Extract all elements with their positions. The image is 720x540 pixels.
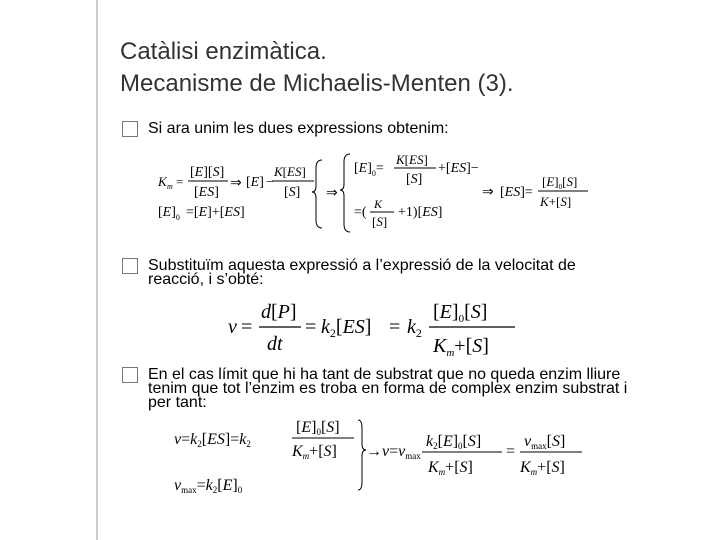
eq3-den1: Km+[S]: [292, 443, 337, 461]
bullet-marker-icon: [122, 258, 138, 274]
eq3-vmax-def: vmax=k2[E]0: [174, 477, 243, 495]
eq1-km: K: [158, 174, 167, 189]
eq2-eq2: =: [305, 316, 317, 338]
slide-title: [120, 36, 680, 100]
eq1-line-a-den: [S]: [406, 172, 423, 187]
title-line-2: Mecanisme de Michaelis-Menten (3).: [120, 70, 514, 97]
eq2-v: v: [228, 316, 237, 338]
eq1-es-num: $[E]_0[S]$: [542, 174, 578, 191]
eq2-den2: $K_m+[S]$: [433, 335, 489, 359]
eq1-line-b-lhs: =(: [354, 205, 367, 220]
eq1-implies-3: ⇒: [482, 185, 494, 200]
eq3-num1: [E]0[S]: [296, 419, 340, 437]
eq2-eq1: =: [241, 316, 253, 338]
eq2-num1: d[P]: [261, 301, 297, 323]
eq1-den2: [S]: [284, 185, 301, 200]
eq1-e0-rhs: =[E]+[ES]: [186, 205, 245, 220]
eq1-minus: −: [266, 174, 274, 189]
eq3-num2: k2[E]0[S]: [426, 433, 482, 451]
eq3-eq: =: [506, 443, 516, 460]
eq1-e0: $[E]_0$: [158, 205, 180, 222]
equation-combined-expressions: [150, 150, 590, 234]
eq1-es-lhs: [ES]=: [500, 185, 533, 200]
eq1-line-a-lhs: $[E]_0=$: [354, 161, 384, 178]
eq3-v-lhs: v=k2[ES]=k2: [174, 431, 251, 449]
eq3-num3: vmax[S]: [524, 433, 566, 451]
eq2-k2: $k_2$: [407, 316, 422, 340]
eq1-implies-2: ⇒: [326, 186, 338, 201]
bullet-2-line-1: Substituïm aquesta expressió a l’expressió de la velocitat de: [148, 257, 576, 274]
eq1-line-b-num: K: [374, 197, 383, 211]
eq1-den: [ES]: [194, 185, 219, 200]
bullet-3-line-2: tenim que tot l’enzim es troba en forma de complex enzim substrat i: [148, 380, 628, 397]
eq1-km-sub: m: [167, 182, 173, 191]
bullet-3-line-1: En el cas límit que hi ha tant de substrat que no queda enzim lliure: [148, 366, 621, 383]
eq2-eq3: =: [389, 316, 401, 338]
title-line-1: Catàlisi enzimàtica.: [120, 38, 327, 65]
eq3-den2: Km+[S]: [428, 459, 473, 477]
eq1-e-term: [E]: [246, 175, 264, 190]
bullet-2-line-2: reacció, i s’obté:: [148, 271, 264, 288]
equation-reaction-velocity: [225, 292, 525, 362]
equation-limit-case: [172, 410, 592, 498]
eq1-brace: [312, 160, 322, 228]
eq1-es-den: K+[S]: [540, 194, 572, 209]
eq1-line-b-den: [S]: [372, 214, 388, 229]
eq1-equals: =: [176, 174, 184, 189]
eq2-num2: $[E]_0[S]$: [433, 301, 488, 325]
bullet-3-line-3: per tant:: [148, 394, 207, 411]
bullet-3-text: [148, 368, 696, 410]
eq2-den1: dt: [267, 333, 283, 355]
eq1-line-a-num: K[ES]: [396, 152, 428, 167]
eq1-implies-1: ⇒: [230, 176, 242, 191]
eq2-k2es: $k_2[ES]$: [321, 316, 372, 340]
bullet-2-text: [148, 259, 696, 287]
slide-left-rule: [96, 0, 98, 540]
eq3-brace: [358, 420, 366, 490]
eq1-num: [E][S]: [190, 165, 225, 180]
eq3-den3: Km+[S]: [520, 459, 565, 477]
bullet-1-text: Si ara unim les dues expressions obtenim:: [148, 120, 449, 137]
eq3-vmax-lhs: →v=vmax: [366, 443, 421, 461]
eq1-line-a-plus: +[ES]−: [438, 161, 479, 176]
bullet-marker-icon: [122, 367, 138, 383]
eq1-brace-2: [340, 154, 350, 232]
bullet-marker-icon: [122, 121, 138, 137]
eq1-num2: K[ES]: [274, 164, 306, 179]
eq1-line-b-rest: +1)[ES]: [398, 205, 443, 220]
